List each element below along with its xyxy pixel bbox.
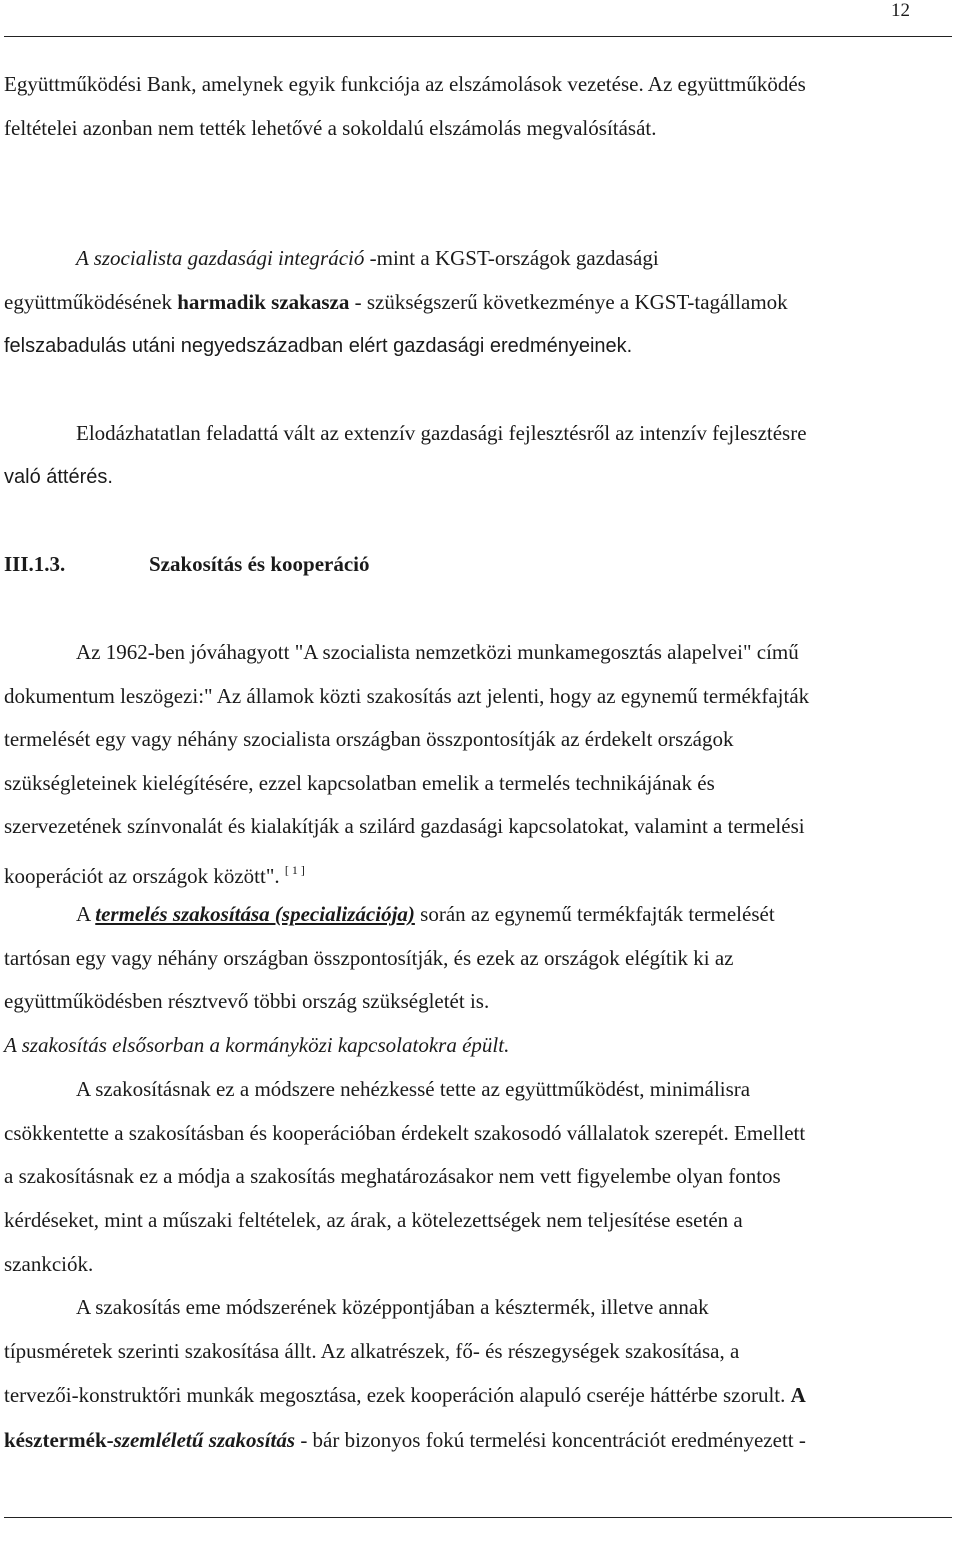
page-number: 12 (891, 0, 910, 21)
paragraph-8-line-3-bold: A (790, 1383, 806, 1407)
paragraph-8-line-2: típusméretek szerinti szakosítása állt. Az alkatrészek, fő- és részegységek szakosítása, a (4, 1339, 740, 1363)
specialization-term: termelés szakosítása (specializációja) (95, 902, 415, 926)
paragraph-8-line-3 (4, 1382, 806, 1408)
footer-rule (4, 1517, 952, 1518)
paragraph-7-line-1: A szakosításnak ez a módszere nehézkessé tette az együttműködést, minimálisra (76, 1077, 751, 1101)
paragraph-8-line-4-rest: - bár bizonyos fokú termelési koncentrációt eredményezett - (295, 1428, 806, 1452)
paragraph-8-line-4 (4, 1427, 806, 1453)
paragraph-2-line-1 (76, 245, 659, 271)
section-title: Szakosítás és kooperáció (149, 552, 370, 576)
paragraph-2-line-1-rest: -mint a KGST-országok gazdasági (364, 246, 659, 270)
integration-term: A szocialista gazdasági integráció (76, 246, 365, 270)
paragraph-4-line-4: szükségleteinek kielégítésére, ezzel kapcsolatban emelik a termelés technikájának és (4, 771, 715, 795)
paragraph-4-line-6-text: kooperációt az országok között". (4, 864, 285, 888)
paragraph-4-line-5: szervezetének színvonalát és kialakítják a szilárd gazdasági kapcsolatokat, valamint a termelési (4, 814, 805, 838)
paragraph-4-line-6 (4, 857, 305, 889)
paragraph-2-line-2 (4, 289, 788, 315)
paragraph-5-line-1-a: A (76, 902, 96, 926)
paragraph-5-line-1 (76, 901, 775, 927)
paragraph-7-line-4: kérdéseket, mint a műszaki feltételek, az árak, a kötelezettségek nem teljesítése esetén a (4, 1208, 743, 1232)
paragraph-8-line-1: A szakosítás eme módszerének középpontjában a késztermék, illetve annak (76, 1295, 709, 1319)
paragraph-2-line-2-b: - szükségszerű következménye a KGST-tagállamok (349, 290, 788, 314)
view-specialization-term: szemléletű szakosítás (113, 1428, 296, 1452)
paragraph-4-line-3: termelését egy vagy néhány szocialista országban összpontosítják az érdekelt országok (4, 727, 734, 751)
paragraph-3-line-2: való áttérés. (4, 466, 113, 488)
paragraph-4-line-2: dokumentum leszögezi:" Az államok közti szakosítás azt jelenti, hogy az egynemű termékfajták (4, 684, 810, 708)
paragraph-2-line-2-a: együttműködésének (4, 290, 178, 314)
finished-product-term: késztermék- (4, 1428, 114, 1452)
paragraph-5-line-3: együttműködésben résztvevő többi ország szükségletét is. (4, 989, 490, 1013)
paragraph-1-line-1: Együttműködési Bank, amelynek egyik funkciója az elszámolások vezetése. Az együttműködés (4, 72, 806, 96)
paragraph-5-line-1-b: során az egynemű termékfajták termelését (414, 902, 775, 926)
paragraph-5-line-2: tartósan egy vagy néhány országban összpontosítják, és ezek az országok elégítik ki az (4, 946, 734, 970)
paragraph-3-line-1: Elodázhatatlan feladattá vált az extenzív gazdasági fejlesztésről az intenzív fejlesztésre (76, 421, 807, 445)
paragraph-6-line-1: A szakosítás elsősorban a kormányközi kapcsolatokra épült. (4, 1033, 510, 1057)
paragraph-4-line-1: Az 1962-ben jóváhagyott "A szocialista nemzetközi munkamegosztás alapelvei" című (76, 640, 799, 664)
paragraph-7-line-3: a szakosításnak ez a módja a szakosítás meghatározásakor nem vett figyelembe olyan fontos (4, 1164, 781, 1188)
section-number: III.1.3. (4, 552, 66, 576)
paragraph-7-line-5: szankciók. (4, 1252, 94, 1276)
paragraph-1-line-2: feltételei azonban nem tették lehetővé a sokoldalú elszámolás megvalósítását. (4, 116, 657, 140)
reference-marker: [ 1 ] (284, 863, 305, 877)
paragraph-8-line-3-a: tervezői-konstruktőri munkák megosztása, ezek kooperáción alapuló cseréje háttérbe szorult. (4, 1383, 791, 1407)
paragraph-2-line-3: felszabadulás utáni negyedszázadban elért gazdasági eredményeinek. (4, 335, 633, 357)
header-rule (4, 36, 952, 37)
paragraph-7-line-2: csökkentette a szakosításban és kooperációban érdekelt szakosodó vállalatok szerepét. Emellett (4, 1121, 806, 1145)
third-stage-term: harmadik szakasza (177, 290, 350, 314)
